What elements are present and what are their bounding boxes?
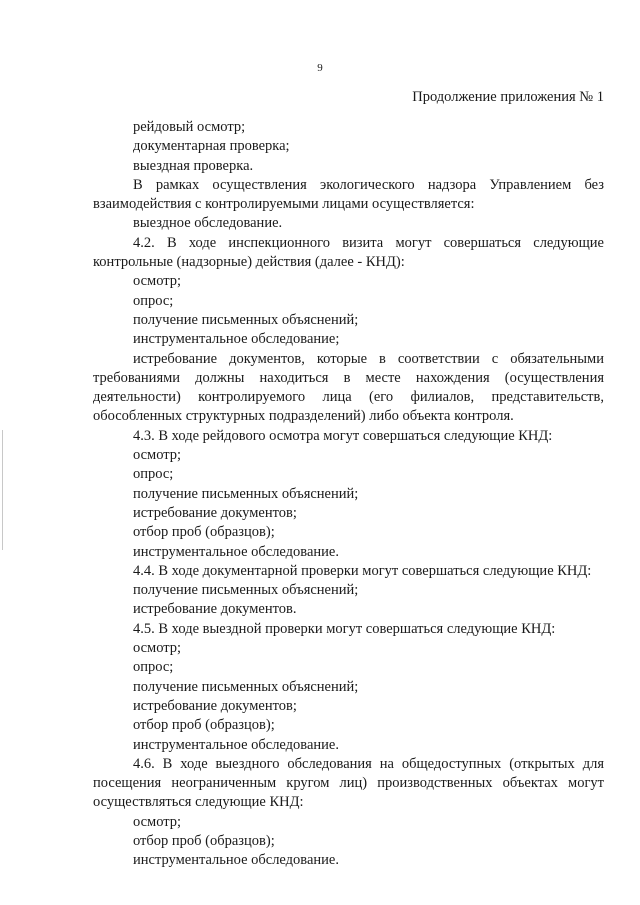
list-item: истребование документов; <box>133 697 297 714</box>
list-item: инструментальное обследование. <box>133 736 339 753</box>
document-body <box>93 118 604 871</box>
scan-margin-mark <box>2 430 3 550</box>
paragraph: 4.6. В ходе выездного обследования на общедоступных (открытых для посещения неограниченным кругом лиц) производственных объектах могут осуществляться следующие КНД: <box>93 755 604 811</box>
list-item: инструментальное обследование; <box>133 331 340 348</box>
list-item: инструментальное обследование. <box>133 852 339 869</box>
list-item: выездное обследование. <box>133 215 283 232</box>
list-item: осмотр; <box>133 447 182 464</box>
list-item: документарная проверка; <box>133 138 290 155</box>
list-item: получение письменных объяснений; <box>133 678 359 695</box>
list-item: осмотр; <box>133 640 182 657</box>
list-item: отбор проб (образцов); <box>133 717 275 734</box>
list-item: истребование документов. <box>133 601 297 618</box>
paragraph: истребование документов, которые в соответствии с обязательными требованиями должны находиться в месте нахождения (осуществления деятельности) контролируемого лица (его филиалов, представительств, обособленных структурных подразделений) либо объекта контроля. <box>93 350 604 425</box>
paragraph: В рамках осуществления экологического надзора Управлением без взаимодействия с контролируемыми лицами осуществляется: <box>93 176 604 213</box>
list-item: истребование документов; <box>133 504 297 521</box>
appendix-header: Продолжение приложения № 1 <box>412 89 604 105</box>
list-item: отбор проб (образцов); <box>133 832 275 849</box>
list-item: выездная проверка. <box>133 157 254 174</box>
list-item: опрос; <box>133 292 174 309</box>
list-item: опрос; <box>133 659 174 676</box>
list-item: получение письменных объяснений; <box>133 485 359 502</box>
list-item: получение письменных объяснений; <box>133 311 359 328</box>
list-item: получение письменных объяснений; <box>133 582 359 599</box>
list-item: отбор проб (образцов); <box>133 524 275 541</box>
list-item: рейдовый осмотр; <box>133 119 246 135</box>
list-item: инструментальное обследование. <box>133 543 339 560</box>
paragraph: 4.5. В ходе выездной проверки могут совершаться следующие КНД: <box>133 620 556 637</box>
paragraph: 4.2. В ходе инспекционного визита могут совершаться следующие контрольные (надзорные) действия (далее - КНД): <box>93 234 604 271</box>
list-item: осмотр; <box>133 813 182 830</box>
list-item: опрос; <box>133 466 174 483</box>
list-item: осмотр; <box>133 273 182 290</box>
paragraph: 4.3. В ходе рейдового осмотра могут совершаться следующие КНД: <box>133 427 553 444</box>
page-number: 9 <box>317 62 323 74</box>
paragraph: 4.4. В ходе документарной проверки могут совершаться следующие КНД: <box>133 562 592 579</box>
